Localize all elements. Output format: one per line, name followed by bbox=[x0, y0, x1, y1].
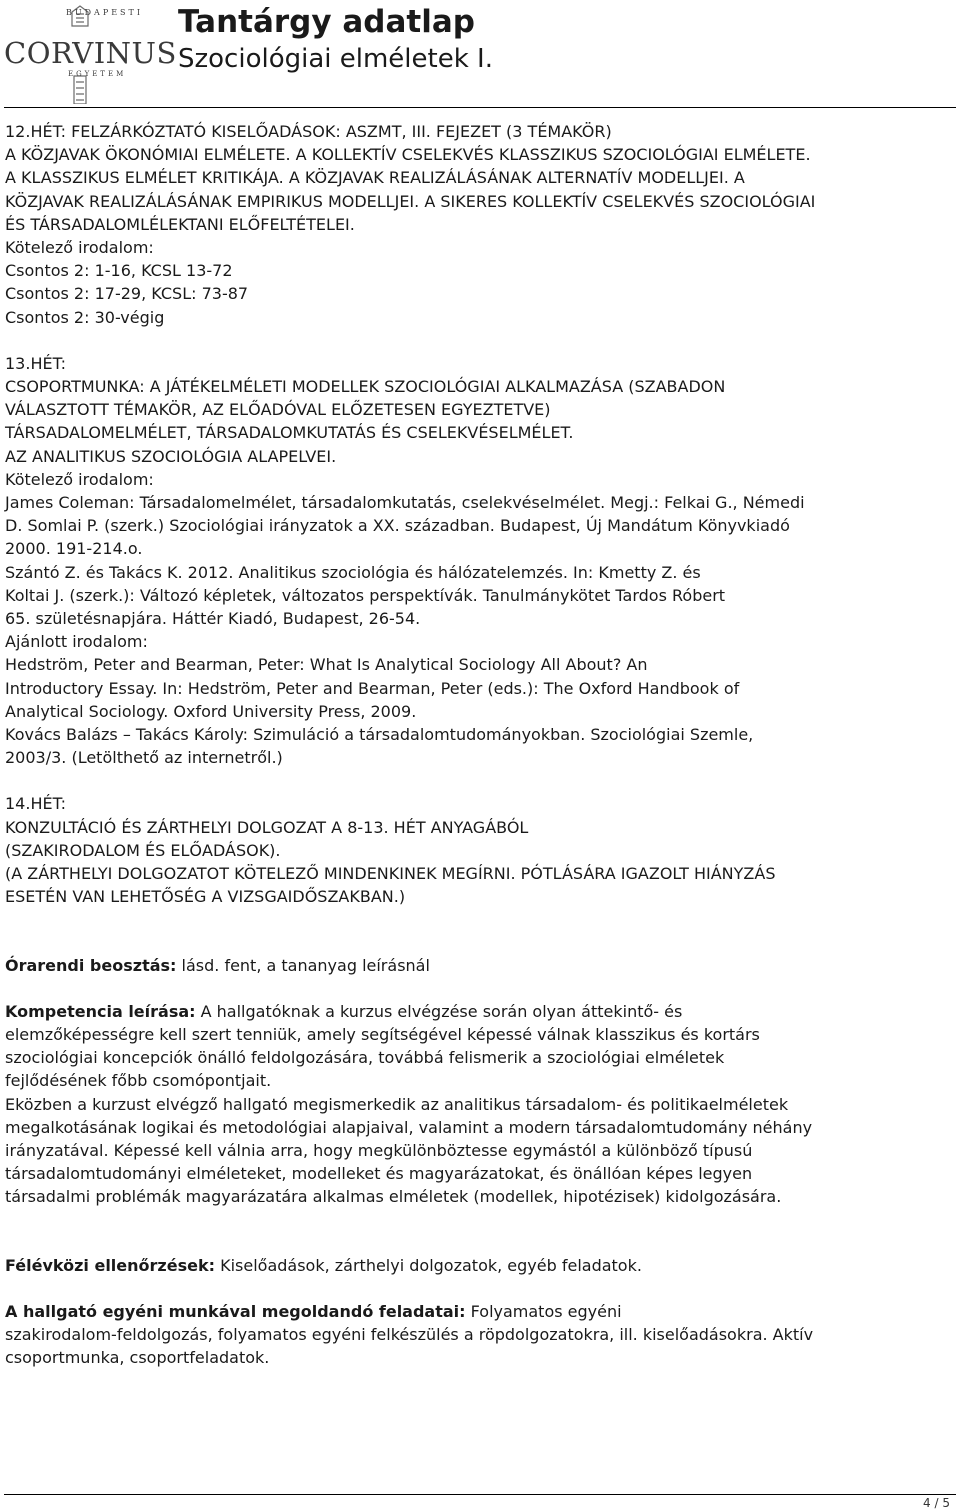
week-12-heading: 12.HÉT: FELZÁRKÓZTATÓ KISELŐADÁSOK: ASZMT, III. FEJEZET (3 TÉMAKÖR) bbox=[5, 122, 612, 141]
reading-item: Csontos 2: 1-16, KCSL 13-72 bbox=[5, 261, 233, 281]
reading-item: Koltai J. (szerk.): Változó képletek, változatos perspektívák. Tanulmánykötet Tardos Róbert bbox=[5, 585, 726, 605]
required-reading-label: Kötelező irodalom: bbox=[5, 469, 154, 489]
text-line: csoportmunka, csoportfeladatok. bbox=[5, 1348, 270, 1368]
text-line: társadalmi problémák magyarázatára alkalmas elméletek (modellek, hipotézisek) kidolgozására. bbox=[5, 1187, 782, 1207]
text-line: Folyamatos egyéni bbox=[465, 1301, 622, 1321]
text-line: CSOPORTMUNKA: A JÁTÉKELMÉLETI MODELLEK SZOCIOLÓGIAI ALKALMAZÁSA (SZABADON bbox=[5, 377, 726, 397]
university-logo bbox=[4, 4, 177, 104]
text-line: irányzatával. Képessé kell válnia arra, hogy megkülönböztesse egymástól a különböző típusú bbox=[5, 1140, 753, 1160]
week-13-heading: 13.HÉT: bbox=[5, 353, 66, 373]
text-line: társadalomtudományi elméleteket, modelleket és magyarázatokat, és önállóan képes legyen bbox=[5, 1164, 753, 1184]
midterm-text: Kiselőadások, zárthelyi dolgozatok, egyéb feladatok. bbox=[215, 1255, 642, 1275]
footer-divider bbox=[4, 1494, 956, 1495]
competence-section bbox=[5, 1000, 955, 1209]
week-13-section bbox=[5, 352, 955, 770]
text-line: (A ZÁRTHELYI DOLGOZATOT KÖTELEZŐ MINDENKINEK MEGÍRNI. PÓTLÁSÁRA IGAZOLT HIÁNYZÁS bbox=[5, 864, 776, 884]
reading-item: D. Somlai P. (szerk.) Szociológiai irányzatok a XX. században. Budapest, Új Mandátum Könyvkiadó bbox=[5, 516, 790, 536]
reading-item: 2003/3. (Letölthető az internetről.) bbox=[5, 748, 283, 768]
reading-item: Szántó Z. és Takács K. 2012. Analitikus szociológia és hálózatelemzés. In: Kmetty Z. és bbox=[5, 562, 701, 582]
text-line: megalkotásának logikai és metodológiai alapjaival, valamint a modern társadalomtudomány néhány bbox=[5, 1117, 813, 1137]
text-line: A KÖZJAVAK ÖKONÓMIAI ELMÉLETE. A KOLLEKTÍV CSELEKVÉS KLASSZIKUS SZOCIOLÓGIAI ELMÉLETE. bbox=[5, 145, 811, 165]
page-number: 4 / 5 bbox=[923, 1496, 950, 1510]
document-body bbox=[5, 120, 955, 1369]
individual-work-section bbox=[5, 1300, 955, 1370]
text-line: KONZULTÁCIÓ ÉS ZÁRTHELYI DOLGOZAT A 8-13. HÉT ANYAGÁBÓL bbox=[5, 817, 529, 837]
reading-item: 65. születésnapjára. Háttér Kiadó, Budapest, 26-54. bbox=[5, 609, 421, 629]
text-line: Eközben a kurzust elvégző hallgató megismerkedik az analitikus társadalom- és politikaelméletek bbox=[5, 1094, 789, 1114]
reading-item: Csontos 2: 30-végig bbox=[5, 307, 165, 327]
required-reading-label: Kötelező irodalom: bbox=[5, 238, 154, 258]
recommended-reading-label: Ajánlott irodalom: bbox=[5, 632, 148, 652]
text-line: (SZAKIRODALOM ÉS ELŐADÁSOK). bbox=[5, 840, 281, 860]
text-line: ESETÉN VAN LEHETŐSÉG A VIZSGAIDŐSZAKBAN.) bbox=[5, 887, 406, 907]
reading-item: Analytical Sociology. Oxford University Press, 2009. bbox=[5, 701, 417, 721]
midterm-paragraph bbox=[5, 1254, 955, 1277]
reading-item: 2000. 191-214.o. bbox=[5, 539, 143, 559]
schedule-label: Órarendi beosztás: bbox=[5, 955, 177, 975]
week-14-heading: 14.HÉT: bbox=[5, 794, 66, 814]
text-line: elemzőképességre kell szert tenniük, amely segítségével képessé válnak klasszikus és kortárs bbox=[5, 1024, 760, 1044]
text-line: A hallgatóknak a kurzus elvégzése során olyan áttekintő- és bbox=[195, 1001, 683, 1021]
page-title: Tantárgy adatlap bbox=[178, 4, 475, 40]
text-line: A KLASSZIKUS ELMÉLET KRITIKÁJA. A KÖZJAVAK REALIZÁLÁSÁNAK ALTERNATÍV MODELLJEI. A bbox=[5, 168, 745, 188]
reading-item: Csontos 2: 17-29, KCSL: 73-87 bbox=[5, 284, 249, 304]
text-line: KÖZJAVAK REALIZÁLÁSÁNAK EMPIRIKUS MODELLJEI. A SIKERES KOLLEKTÍV CSELEKVÉS SZOCIOLÓGIAI bbox=[5, 191, 816, 211]
text-line: ÉS TÁRSADALOMLÉLEKTANI ELŐFELTÉTELEI. bbox=[5, 214, 355, 234]
logo-main-text: CORVINUS bbox=[4, 36, 177, 70]
week-14-section bbox=[5, 792, 955, 908]
text-line: VÁLASZTOTT TÉMAKÖR, AZ ELŐADÓVAL ELŐZETESEN EGYEZTETVE) bbox=[5, 400, 551, 420]
individual-work-label: A hallgató egyéni munkával megoldandó feladatai: bbox=[5, 1301, 466, 1321]
header-divider bbox=[4, 107, 956, 108]
schedule-text: lásd. fent, a tananyag leírásnál bbox=[176, 955, 430, 975]
text-line: szakirodalom-feldolgozás, folyamatos egyéni felkészülés a röpdolgozatokra, ill. kiselőadásokra. Aktív bbox=[5, 1324, 814, 1344]
text-line: AZ ANALITIKUS SZOCIOLÓGIA ALAPELVEI. bbox=[5, 446, 337, 466]
logo-top-text: BUDAPESTI bbox=[66, 8, 144, 17]
reading-item: James Coleman: Társadalomelmélet, társadalomkutatás, cselekvéselmélet. Megj.: Felkai G., Némedi bbox=[5, 493, 805, 513]
logo-bottom-text: EGYETEM bbox=[68, 70, 127, 78]
text-line: fejlődésének főbb csomópontjait. bbox=[5, 1071, 272, 1091]
reading-item: Introductory Essay. In: Hedström, Peter and Bearman, Peter (eds.): The Oxford Handbook of bbox=[5, 678, 740, 698]
week-12-section bbox=[5, 120, 955, 329]
page-header bbox=[0, 0, 960, 108]
course-name: Szociológiai elméletek I. bbox=[178, 44, 493, 74]
midterm-label: Félévközi ellenőrzések: bbox=[5, 1255, 215, 1275]
text-line: TÁRSADALOMELMÉLET, TÁRSADALOMKUTATÁS ÉS CSELEKVÉSELMÉLET. bbox=[5, 423, 574, 443]
competence-label: Kompetencia leírása: bbox=[5, 1001, 196, 1021]
reading-item: Hedström, Peter and Bearman, Peter: What Is Analytical Sociology All About? An bbox=[5, 655, 648, 675]
schedule-paragraph bbox=[5, 954, 955, 977]
text-line: szociológiai koncepciók önálló feldolgozására, továbbá felismerik a szociológiai elméletek bbox=[5, 1048, 725, 1068]
reading-item: Kovács Balázs – Takács Károly: Szimuláció a társadalomtudományokban. Szociológiai Szemle, bbox=[5, 725, 754, 745]
